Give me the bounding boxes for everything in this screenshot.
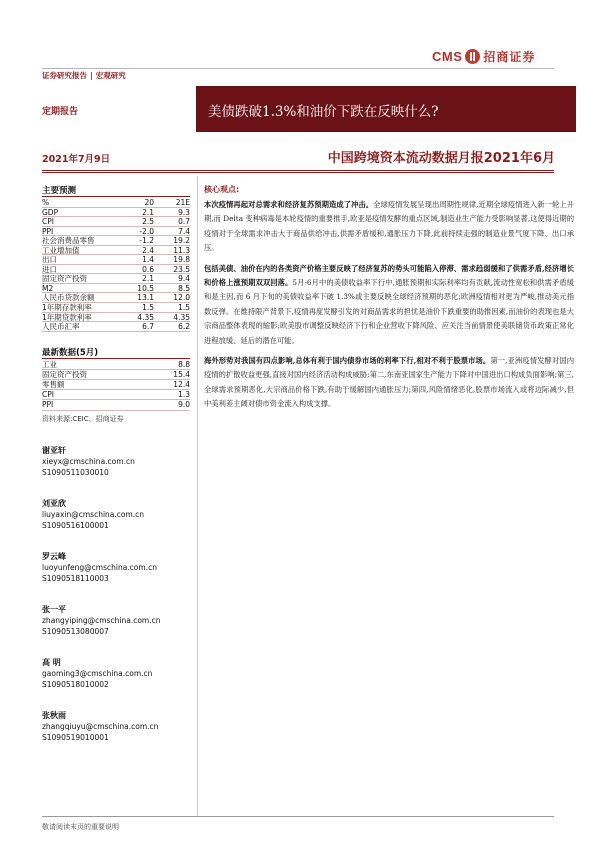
indicator-row bbox=[42, 246, 190, 256]
analyst-email[interactable]: luoyunfeng@cmschina.com.cn bbox=[42, 562, 157, 572]
indicators-header-2021e: 21E bbox=[175, 198, 190, 207]
indicator-value-2020: 2.4 bbox=[142, 245, 154, 255]
indicator-name: 人民币贷款余额 bbox=[42, 293, 95, 303]
header-divider bbox=[42, 68, 554, 69]
indicator-name: 社会消费品零售 bbox=[42, 236, 95, 246]
indicator-name: 固定资产投资 bbox=[42, 274, 87, 284]
indicator-name: 进口 bbox=[42, 264, 57, 274]
latest-data-row bbox=[42, 390, 190, 400]
analyst-card bbox=[42, 445, 190, 478]
indicator-value-2020: -1.2 bbox=[139, 236, 154, 246]
indicator-value-2021e: 0.7 bbox=[178, 217, 190, 227]
indicator-value-2020: 2.1 bbox=[142, 207, 154, 217]
paragraph-2 bbox=[204, 262, 574, 348]
indicator-row bbox=[42, 265, 190, 275]
indicator-row bbox=[42, 303, 190, 313]
latest-data-row bbox=[42, 400, 190, 410]
subtitle-divider bbox=[42, 170, 554, 171]
indicators-title: 主要预测 bbox=[42, 184, 190, 197]
indicator-row bbox=[42, 236, 190, 246]
indicator-row bbox=[42, 313, 190, 323]
indicator-value-2021e: 9.4 bbox=[178, 274, 190, 284]
analyst-name: 罗云峰 bbox=[42, 551, 66, 561]
analyst-name: 刘亚欣 bbox=[42, 498, 66, 508]
indicators-header-2020: 20 bbox=[144, 198, 154, 207]
analyst-email[interactable]: zhangyiping@cmschina.com.cn bbox=[42, 615, 161, 625]
analyst-card bbox=[42, 657, 190, 690]
analyst-email[interactable]: zhangqiuyu@cmschina.com.cn bbox=[42, 721, 159, 731]
report-subtitle: 中国跨境资本流动数据月报2021年6月 bbox=[327, 151, 555, 166]
indicator-name: PPI bbox=[42, 226, 54, 236]
indicator-value-2021e: 23.5 bbox=[173, 264, 190, 274]
core-view-label: 核心观点: bbox=[204, 185, 240, 194]
indicator-value-2020: -2.0 bbox=[139, 226, 154, 236]
latest-data-row bbox=[42, 370, 190, 380]
breadcrumb-item-research: 证券研究报告 bbox=[42, 71, 87, 80]
indicator-value-2020: 13.1 bbox=[137, 293, 154, 303]
indicator-value-2020: 10.5 bbox=[137, 283, 154, 293]
paragraph-2-body: 5月-6月中的美债收益率下行中,通胀预期和实际利率均有贡献,流动性宽松和供需矛盾缓和是主因,而 6 月下旬的美债收益率下破 1.3%或主要反映全球经济预期的恶化;欧洲疫情相对更为严峻,推动美元指数反弹。在维持限产背景下,疫情再度发酵引发的对商品需求的担忧是油价下跌重要的助推因素,而油价的表现也是大宗商品整体表现的缩影;欧美股市调整反映经济下行和企业营收下降风险、应关注当前情景使美联储货币政策正常化进程放缓、延后的潜在可能。 bbox=[204, 278, 575, 345]
indicator-value-2020: 6.7 bbox=[142, 322, 154, 332]
footer-divider bbox=[42, 816, 554, 817]
indicator-row bbox=[42, 293, 190, 303]
latest-data-name: PPI bbox=[42, 400, 54, 410]
indicator-row bbox=[42, 322, 190, 332]
indicator-value-2021e: 7.4 bbox=[178, 226, 190, 236]
indicator-value-2020: 1.4 bbox=[142, 255, 154, 265]
column-divider bbox=[197, 176, 198, 816]
latest-data-name: 固定资产投资 bbox=[42, 369, 87, 379]
indicator-name: M2 bbox=[42, 283, 54, 293]
analyst-name: 谢亚轩 bbox=[42, 445, 66, 455]
paragraph-1 bbox=[204, 198, 574, 256]
indicator-value-2021e: 8.5 bbox=[178, 283, 190, 293]
indicator-value-2021e: 9.3 bbox=[178, 207, 190, 217]
indicator-value-2020: 4.35 bbox=[137, 312, 154, 322]
analyst-email[interactable]: liuyaxin@cmschina.com.cn bbox=[42, 509, 145, 519]
analyst-name: 高 明 bbox=[42, 657, 61, 667]
latest-data-name: 零售额 bbox=[42, 380, 65, 390]
paragraph-2-lead: 包括美债、油价在内的各类资产价格主要反映了经济复苏的势头可能陷入停滞、需求趋弱缓和了供需矛盾,经济增长和价格上涨预期双双回落。 bbox=[204, 263, 574, 288]
analyst-license-id: S1090511030010 bbox=[42, 467, 109, 477]
analyst-license-id: S1090519010001 bbox=[42, 732, 109, 742]
analyst-email[interactable]: xieyx@cmschina.com.cn bbox=[42, 456, 135, 466]
analyst-card bbox=[42, 551, 190, 584]
report-date: 2021年7月9日 bbox=[42, 154, 111, 165]
indicators-header-row bbox=[42, 198, 190, 208]
indicator-value-2020: 2.1 bbox=[142, 274, 154, 284]
analyst-card bbox=[42, 498, 190, 531]
latest-data-row bbox=[42, 360, 190, 370]
latest-data-value: 9.0 bbox=[178, 400, 190, 410]
paragraph-1-body: 全球疫情发展呈现出周期性规律,近期全球疫情进入新一轮上升期,而 Delta 变种病毒是本轮疫情的重要推手,欧亚是疫情发酵的重点区域,制造业生产能力受影响显著,这使得近期的疫情对于全球需求冲击大于商品供给冲击,供需矛盾缓和,通胀压力下降,此前持续走强的制造业景气度下降、出口承压。 bbox=[204, 200, 575, 253]
analyst-license-id: S1090513080007 bbox=[42, 626, 109, 636]
analyst-license-id: S1090518110003 bbox=[42, 573, 109, 583]
indicator-row bbox=[42, 255, 190, 265]
page-title: 美债跌破1.3%和油价下跌在反映什么? bbox=[208, 104, 439, 120]
indicator-value-2021e: 19.8 bbox=[173, 255, 190, 265]
breadcrumb: 证券研究报告 | 宏观研究 bbox=[42, 71, 126, 80]
latest-data-title: 最新数据(5月) bbox=[42, 346, 190, 359]
indicators-header-unit: % bbox=[42, 198, 50, 207]
logo-cms-text: CMS bbox=[432, 48, 463, 64]
analyst-email[interactable]: gaoming3@cmschina.com.cn bbox=[42, 668, 153, 678]
analyst-license-id: S1090518010002 bbox=[42, 679, 109, 689]
analyst-list bbox=[42, 445, 190, 743]
indicator-name: 工业增加值 bbox=[42, 245, 80, 255]
indicator-value-2020: 2.5 bbox=[142, 217, 154, 227]
indicator-value-2021e: 12.0 bbox=[173, 293, 190, 303]
indicator-value-2020: 1.5 bbox=[142, 303, 154, 313]
indicator-row bbox=[42, 208, 190, 218]
paragraph-3-lead: 海外形势对我国有四点影响,总体有利于国内债券市场的利率下行,相对不利于股票市场。 bbox=[204, 356, 491, 366]
indicator-name: CPI bbox=[42, 217, 54, 227]
latest-data-value: 12.4 bbox=[173, 380, 190, 390]
source-note: 资料来源:CEIC、招商证券 bbox=[42, 414, 124, 423]
latest-data-value: 1.3 bbox=[178, 390, 190, 400]
indicator-row bbox=[42, 227, 190, 237]
indicator-value-2021e: 11.3 bbox=[173, 245, 190, 255]
indicator-value-2021e: 4.35 bbox=[173, 312, 190, 322]
analyst-name: 张秋雨 bbox=[42, 710, 66, 720]
analyst-name: 张一平 bbox=[42, 604, 66, 614]
indicator-value-2021e: 19.2 bbox=[173, 236, 190, 246]
latest-data-row bbox=[42, 380, 190, 390]
indicator-value-2020: 0.6 bbox=[142, 264, 154, 274]
footer-note: 敬请阅读末页的重要说明 bbox=[42, 823, 119, 831]
analyst-license-id: S1090516100001 bbox=[42, 520, 109, 530]
indicator-name: GDP bbox=[42, 207, 59, 217]
title-banner bbox=[196, 86, 576, 132]
indicator-name: 人民币汇率 bbox=[42, 322, 80, 332]
latest-data-name: CPI bbox=[42, 390, 54, 400]
indicator-name: 1年期存款利率 bbox=[42, 303, 92, 313]
breadcrumb-item-macro: 宏观研究 bbox=[95, 71, 126, 80]
paragraph-3-body: 第一,亚洲疫情发酵对国内疫情的扩散收益更强,直接对国内经济活动构成威胁;第二,东南亚国家生产能力下降对中国进出口构成负面影响;第三,全球需求预期恶化,大宗商品价格下跌,有助于缓解国内通胀压力;第四,风险情绪恶化,股票市场流入或将边际减少,但中美利差主阔对债市资金流入构成支撑。 bbox=[204, 356, 575, 409]
latest-data-value: 15.4 bbox=[173, 369, 190, 379]
logo-mark-icon bbox=[465, 49, 480, 64]
latest-data-value: 8.8 bbox=[178, 359, 190, 369]
report-type: 定期报告 bbox=[42, 107, 79, 117]
latest-data-name: 工业 bbox=[42, 359, 57, 369]
main-content bbox=[204, 184, 574, 418]
sidebar bbox=[42, 184, 190, 743]
indicator-name: 1年期贷款利率 bbox=[42, 312, 92, 322]
indicator-name: 出口 bbox=[42, 255, 57, 265]
logo-cn-text: 招商证券 bbox=[483, 49, 536, 64]
indicator-row bbox=[42, 217, 190, 227]
subtitle-divider-thin bbox=[42, 172, 554, 173]
indicator-value-2021e: 1.5 bbox=[178, 303, 190, 313]
paragraph-1-lead: 本次疫情再起对总需求和经济复苏预期造成了冲击。 bbox=[204, 200, 374, 209]
indicator-row bbox=[42, 274, 190, 284]
paragraph-3 bbox=[204, 354, 574, 412]
indicator-value-2021e: 6.2 bbox=[178, 322, 190, 332]
analyst-card bbox=[42, 710, 190, 743]
analyst-card bbox=[42, 604, 190, 637]
cms-logo bbox=[432, 47, 535, 65]
